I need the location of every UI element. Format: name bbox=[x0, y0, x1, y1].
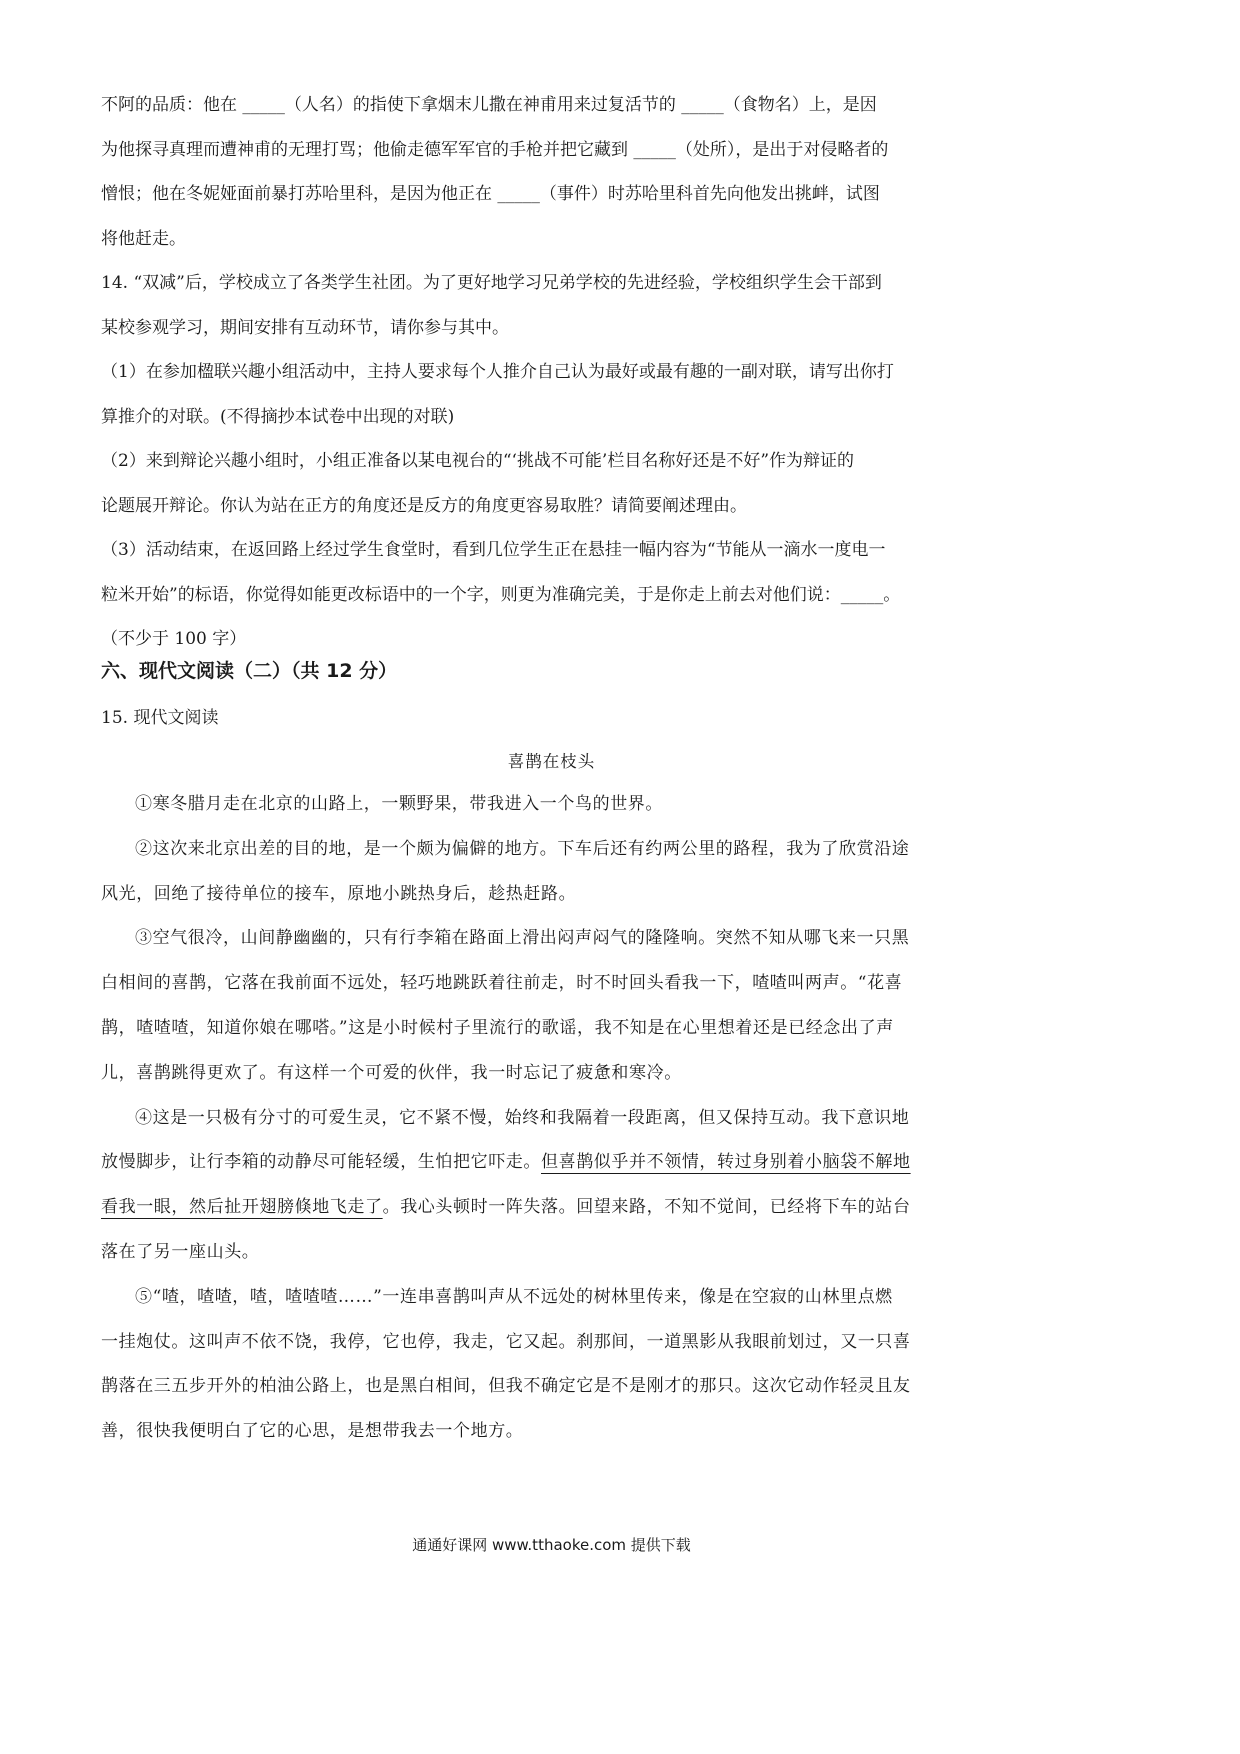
subquestion-3: （3）活动结束，在返回路上经过学生食堂时，看到几位学生正在悬挂一幅内容为“节能从一滴水一度电一 bbox=[101, 540, 886, 560]
text-line: 风光，回绝了接待单位的接车，原地小跳热身后，趁热赶路。 bbox=[101, 883, 577, 904]
text-line: 一挂炮仗。这叫声不依不饶，我停，它也停，我走，它又起。刹那间，一道黑影从我眼前划过，又一只喜 bbox=[101, 1331, 911, 1352]
text-line: 不阿的品质：他在 _____（人名）的指使下拿烟末儿撒在神甫用来过复活节的 _____（食物名）上，是因 bbox=[101, 95, 877, 115]
text-line: 某校参观学习，期间安排有互动环节，请你参与其中。 bbox=[101, 317, 509, 338]
text-line: 憎恨；他在冬妮娅面前暴打苏哈里科，是因为他正在 _____（事件）时苏哈里科首先向他发出挑衅，试图 bbox=[101, 184, 880, 204]
paragraph-5: ⑤“喳，喳喳，喳，喳喳喳……”一连串喜鹊叫声从不远处的树林里传来，像是在空寂的山林里点燃 bbox=[135, 1286, 893, 1307]
text-line: 落在了另一座山头。 bbox=[101, 1241, 260, 1262]
question-15-label: 15. 现代文阅读 bbox=[101, 708, 219, 728]
text-span: 。我心头顿时一阵失落。回望来路，不知不觉间，已经将下车的站台 bbox=[382, 1197, 911, 1218]
subquestion-1: （1）在参加楹联兴趣小组活动中，主持人要求每个人推介自己认为最好或最有趣的一副对联，请写出你打 bbox=[101, 362, 894, 382]
underlined-sentence: 看我一眼，然后扯开翅膀倏地飞走了 bbox=[101, 1197, 383, 1218]
page-footer: 通通好课网 www.tthaoke.com 提供下载 bbox=[412, 1536, 691, 1554]
text-line: 为他探寻真理而遭神甫的无理打骂；他偷走德军军官的手枪并把它藏到 _____（处所），是出于对侵略者的 bbox=[101, 139, 889, 160]
paragraph-4: ④这是一只极有分寸的可爱生灵，它不紧不慢，始终和我隔着一段距离，但又保持互动。我下意识地 bbox=[135, 1107, 910, 1128]
text-line bbox=[101, 1185, 1011, 1230]
question-14 bbox=[101, 261, 1011, 662]
paragraph-2: ②这次来北京出差的目的地，是一个颇为偏僻的地方。下车后还有约两公里的路程，我为了欣赏沿途 bbox=[135, 838, 910, 859]
text-line: 将他赶走。 bbox=[101, 228, 186, 249]
text-line: 论题展开辩论。你认为站在正方的角度还是反方的角度更容易取胜？请简要阐述理由。 bbox=[101, 495, 747, 516]
essay-title: 喜鹊在枝头 bbox=[507, 752, 596, 771]
question-14-stem: 14. “双减”后，学校成立了各类学生社团。为了更好地学习兄弟学校的先进经验，学校组织学生会干部到 bbox=[101, 273, 882, 293]
text-line: 粒米开始”的标语，你觉得如能更改标语中的一个字，则更为准确完美，于是你走上前去对他们说：_____。 bbox=[101, 584, 901, 605]
paragraph-1: ①寒冬腊月走在北京的山路上，一颗野果，带我进入一个鸟的世界。 bbox=[135, 794, 663, 814]
text-span: 放慢脚步，让行李箱的动静尽可能轻缓，生怕把它吓走。 bbox=[101, 1152, 541, 1173]
text-line: 善，很快我便明白了它的心思，是想带我去一个地方。 bbox=[101, 1421, 524, 1442]
text-line: 儿，喜鹊跳得更欢了。有这样一个可爱的伙伴，我一时忘记了疲惫和寒冷。 bbox=[101, 1062, 682, 1083]
text-line: （不少于 100 字） bbox=[101, 629, 247, 649]
text-line: 鹊，喳喳喳，知道你娘在哪嗒。”这是小时候村子里流行的歌谣，我不知是在心里想着还是已经念出了声 bbox=[101, 1017, 894, 1038]
subquestion-2: （2）来到辩论兴趣小组时，小组正准备以某电视台的“‘挑战不可能’栏目名称好还是不好”作为辩证的 bbox=[101, 451, 855, 471]
paragraph-3: ③空气很冷，山间静幽幽的，只有行李箱在路面上滑出闷声闷气的隆隆响。突然不知从哪飞来一只黑 bbox=[135, 928, 910, 949]
underlined-sentence: 但喜鹊似乎并不领情，转过身别着小脑袋不解地 bbox=[541, 1152, 911, 1173]
text-line: 白相间的喜鹊，它落在我前面不远处，轻巧地跳跃着往前走，时不时回头看我一下，喳喳叫两声。“花喜 bbox=[101, 973, 903, 994]
text-line bbox=[101, 1140, 1011, 1185]
question-13-continuation bbox=[101, 83, 1011, 261]
section-heading: 六、现代文阅读（二）（共 12 分） bbox=[101, 660, 398, 682]
text-line: 算推介的对联。(不得摘抄本试卷中出现的对联) bbox=[101, 406, 455, 427]
essay-body bbox=[101, 782, 1011, 1454]
text-line: 鹊落在三五步开外的柏油公路上，也是黑白相间，但我不确定它是不是刚才的那只。这次它动作轻灵且友 bbox=[101, 1376, 911, 1397]
